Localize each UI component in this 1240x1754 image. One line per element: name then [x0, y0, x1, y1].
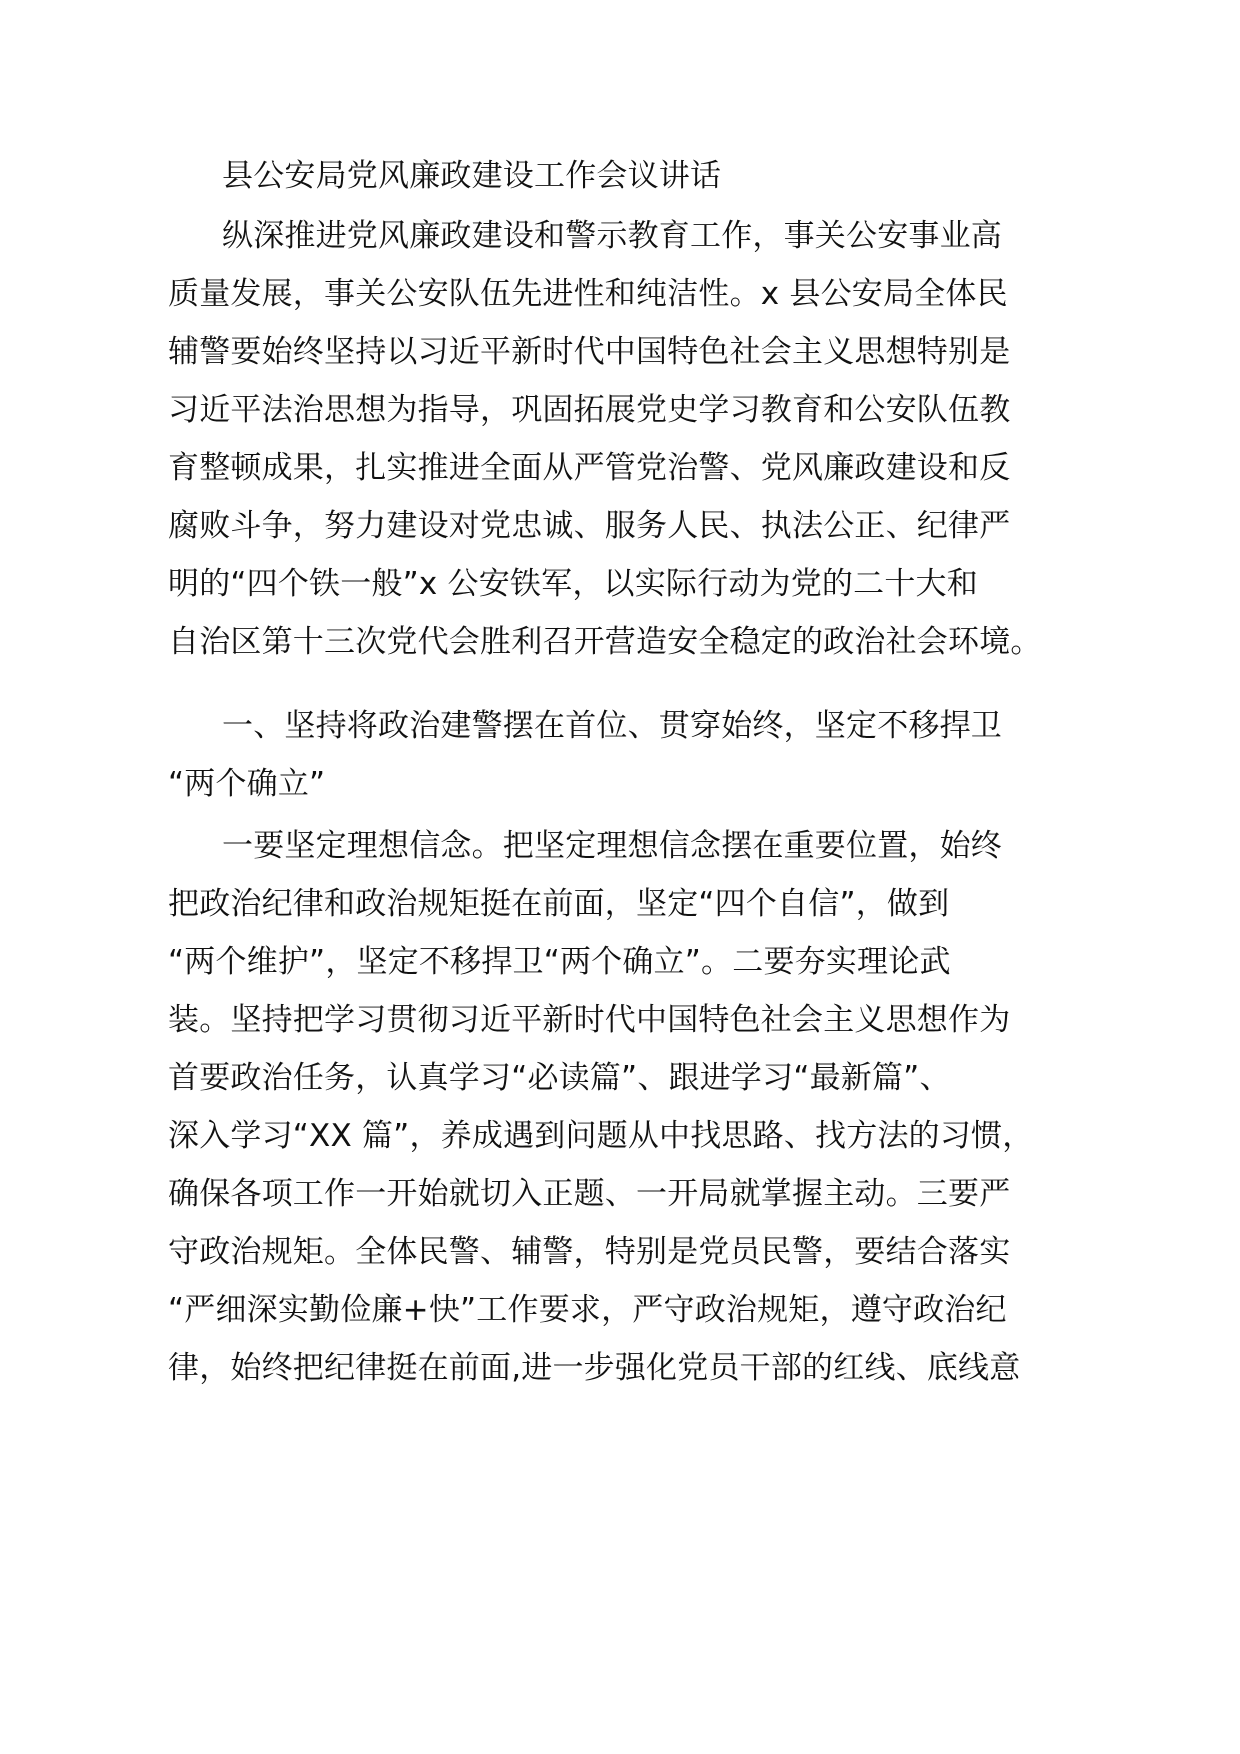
text-line: 守政治规矩。全体民警、辅警，特别是党员民警，要结合落实 [168, 1234, 1011, 1270]
text-line: 律，始终把纪律挺在前面,进一步强化党员干部的红线、底线意 [168, 1350, 1021, 1386]
text-line: 育整顿成果，扎实推进全面从严管党治警、党风廉政建设和反 [168, 450, 1011, 486]
text-line: 明的“四个铁一般”x 公安铁军，以实际行动为党的二十大和 [168, 566, 978, 602]
heading-line: “两个确立” [168, 766, 326, 802]
heading-line: 一、坚持将政治建警摆在首位、贯穿始终，坚定不移捍卫 [222, 708, 1002, 744]
text-line: 腐败斗争，努力建设对党忠诚、服务人民、执法公正、纪律严 [168, 508, 1011, 544]
text-line: 装。坚持把学习贯彻习近平新时代中国特色社会主义思想作为 [168, 1002, 1011, 1038]
text-line: 确保各项工作一开始就切入正题、一开局就掌握主动。三要严 [168, 1176, 1011, 1212]
text-line: 纵深推进党风廉政建设和警示教育工作，事关公安事业高 [222, 218, 1002, 254]
text-line: “严细深实勤俭廉+快”工作要求，严守政治规矩，遵守政治纪 [168, 1292, 1007, 1328]
text-line: 深入学习“XX 篇”，养成遇到问题从中找思路、找方法的习惯， [168, 1118, 1034, 1154]
document-title: 县公安局党风廉政建设工作会议讲话 [222, 158, 722, 194]
text-line: 把政治纪律和政治规矩挺在前面，坚定“四个自信”，做到 [168, 886, 950, 922]
text-line: 质量发展，事关公安队伍先进性和纯洁性。x 县公安局全体民 [168, 276, 1008, 312]
text-line: “两个维护”，坚定不移捍卫“两个确立”。二要夯实理论武 [168, 944, 951, 980]
text-line: 首要政治任务，认真学习“必读篇”、跟进学习“最新篇”、 [168, 1060, 951, 1096]
text-line: 辅警要始终坚持以习近平新时代中国特色社会主义思想特别是 [168, 334, 1011, 370]
text-line: 习近平法治思想为指导，巩固拓展党史学习教育和公安队伍教 [168, 392, 1011, 428]
text-line: 自治区第十三次党代会胜利召开营造安全稳定的政治社会环境。 [168, 624, 1042, 660]
text-line: 一要坚定理想信念。把坚定理想信念摆在重要位置，始终 [222, 828, 1002, 864]
